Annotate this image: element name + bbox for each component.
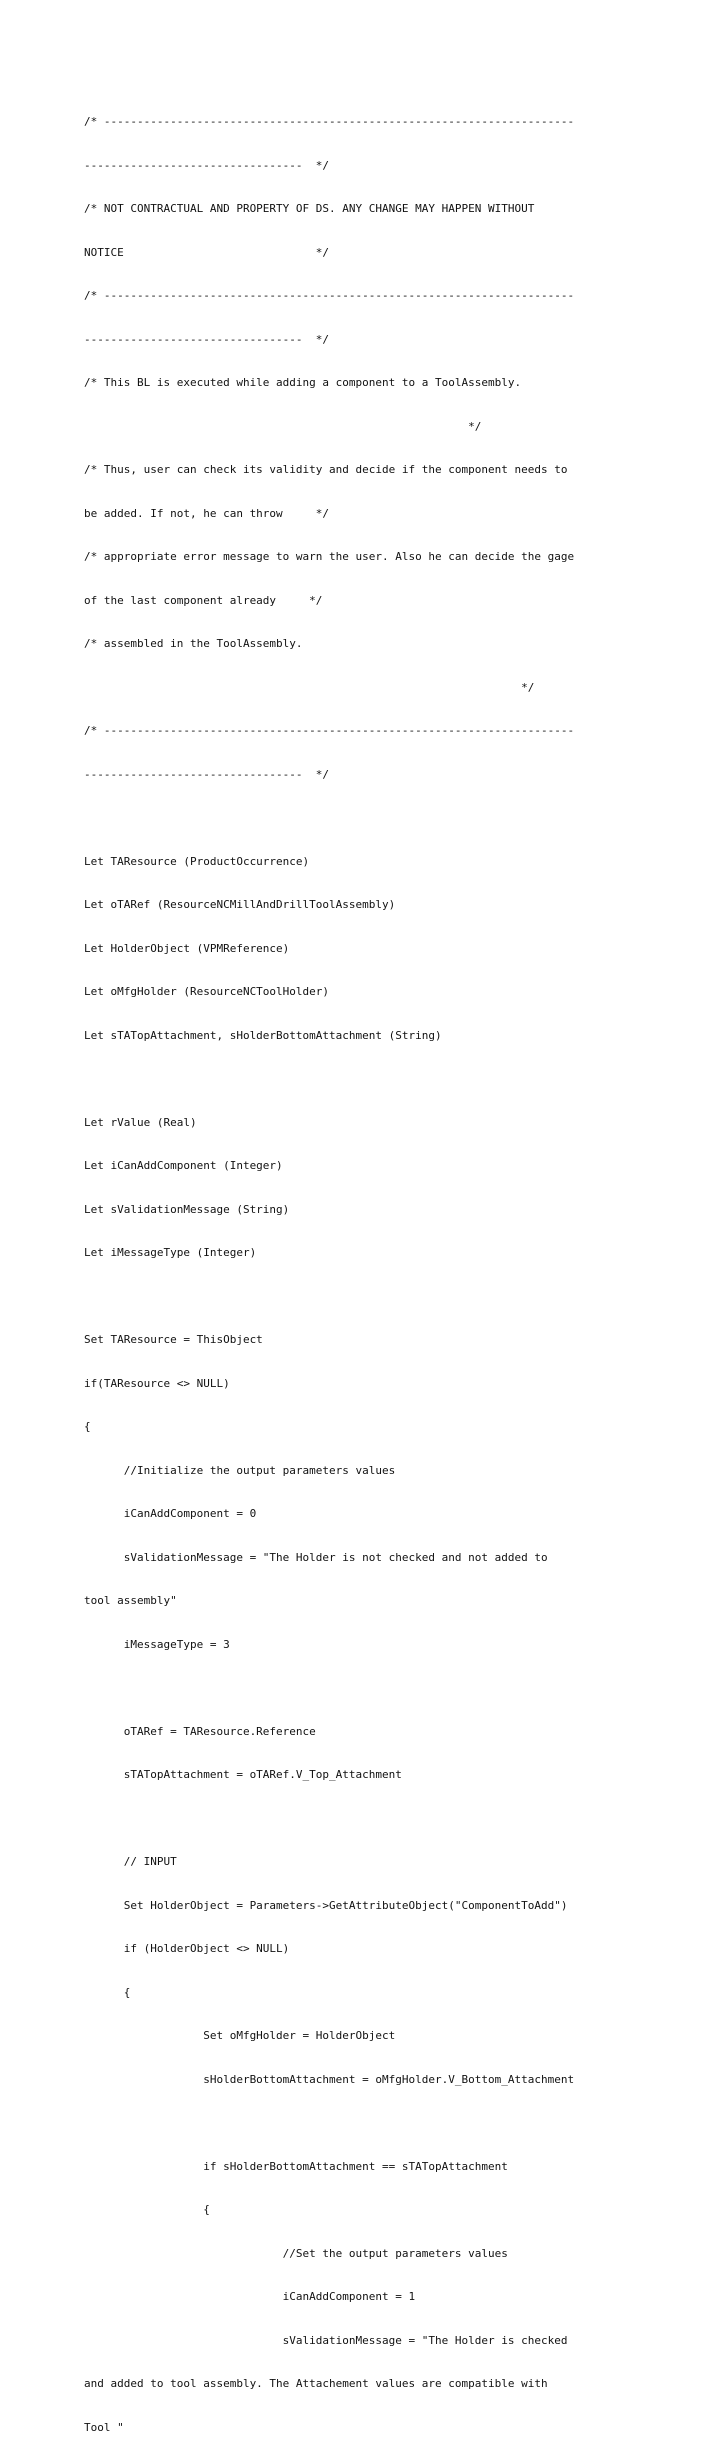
code-line: Let oTARef (ResourceNCMillAndDrillToolAssembly): [84, 898, 396, 911]
code-line: sValidationMessage = "The Holder is not checked and not added to: [84, 1550, 548, 1564]
code-line: // INPUT: [84, 1855, 177, 1868]
code-line: /* -----------------------------------------------------------------------: [84, 115, 575, 128]
code-line: NOTICE */: [84, 245, 330, 259]
code-line: /* -----------------------------------------------------------------------: [84, 289, 575, 302]
code-line: /* NOT CONTRACTUAL AND PROPERTY OF DS. ANY CHANGE MAY HAPPEN WITHOUT: [84, 202, 535, 215]
code-line: Let oMfgHolder (ResourceNCToolHolder): [84, 985, 330, 998]
code-line: */: [84, 419, 482, 433]
code-line: [84, 1290, 644, 1305]
code-line: Tool ": [84, 2420, 124, 2434]
code-line: {: [84, 2203, 210, 2216]
code-line: /* Thus, user can check its validity and decide if the component needs to: [84, 463, 568, 476]
code-line: [84, 811, 644, 826]
code-line: Let iCanAddComponent (Integer): [84, 1159, 283, 1172]
code-line: and added to tool assembly. The Attachement values are compatible with: [84, 2377, 548, 2390]
code-line: Set HolderObject = Parameters->GetAttributeObject("ComponentToAdd"): [84, 1898, 568, 1912]
code-line: /* assembled in the ToolAssembly.: [84, 637, 303, 650]
code-line: --------------------------------- */: [84, 158, 330, 172]
code-line: {: [84, 1420, 91, 1433]
code-listing: [84, 86, 644, 2464]
code-line: if (HolderObject <> NULL): [84, 1942, 290, 1955]
code-line: Let TAResource (ProductOccurrence): [84, 854, 310, 868]
code-line: sTATopAttachment = oTARef.V_Top_Attachment: [84, 1768, 402, 1781]
code-line: [84, 1072, 644, 1087]
code-line: sHolderBottomAttachment = oMfgHolder.V_Bottom_Attachment: [84, 2072, 575, 2086]
code-line: Set TAResource = ThisObject: [84, 1333, 263, 1346]
code-line: if(TAResource <> NULL): [84, 1376, 230, 1390]
code-line: Let rValue (Real): [84, 1115, 197, 1129]
code-line: [84, 1681, 644, 1696]
code-line: --------------------------------- */: [84, 767, 330, 781]
code-line: /* -----------------------------------------------------------------------: [84, 724, 575, 737]
code-line: --------------------------------- */: [84, 332, 330, 346]
code-line: */: [84, 680, 535, 694]
code-line: [84, 1812, 644, 1827]
code-line: {: [84, 1985, 131, 1999]
code-line: //Initialize the output parameters values: [84, 1463, 396, 1477]
code-line: iCanAddComponent = 1: [84, 2290, 416, 2303]
code-line: //Set the output parameters values: [84, 2246, 508, 2260]
code-line: Let sTATopAttachment, sHolderBottomAttachment (String): [84, 1028, 442, 1042]
code-line: iMessageType = 3: [84, 1637, 230, 1651]
code-line: /* This BL is executed while adding a component to a ToolAssembly.: [84, 376, 522, 389]
code-line: of the last component already */: [84, 593, 323, 607]
code-line: be added. If not, he can throw */: [84, 506, 330, 520]
code-line: if sHolderBottomAttachment == sTATopAttachment: [84, 2159, 508, 2173]
code-line: tool assembly": [84, 1594, 177, 1607]
code-line: Let iMessageType (Integer): [84, 1246, 257, 1259]
code-line: sValidationMessage = "The Holder is checked: [84, 2333, 568, 2347]
code-line: Let HolderObject (VPMReference): [84, 941, 290, 955]
code-line: iCanAddComponent = 0: [84, 1507, 257, 1520]
code-line: Let sValidationMessage (String): [84, 1202, 290, 1216]
code-line: [84, 2116, 644, 2131]
code-line: oTARef = TAResource.Reference: [84, 1724, 316, 1738]
code-line: Set oMfgHolder = HolderObject: [84, 2029, 396, 2042]
code-line: /* appropriate error message to warn the user. Also he can decide the gage: [84, 550, 575, 563]
